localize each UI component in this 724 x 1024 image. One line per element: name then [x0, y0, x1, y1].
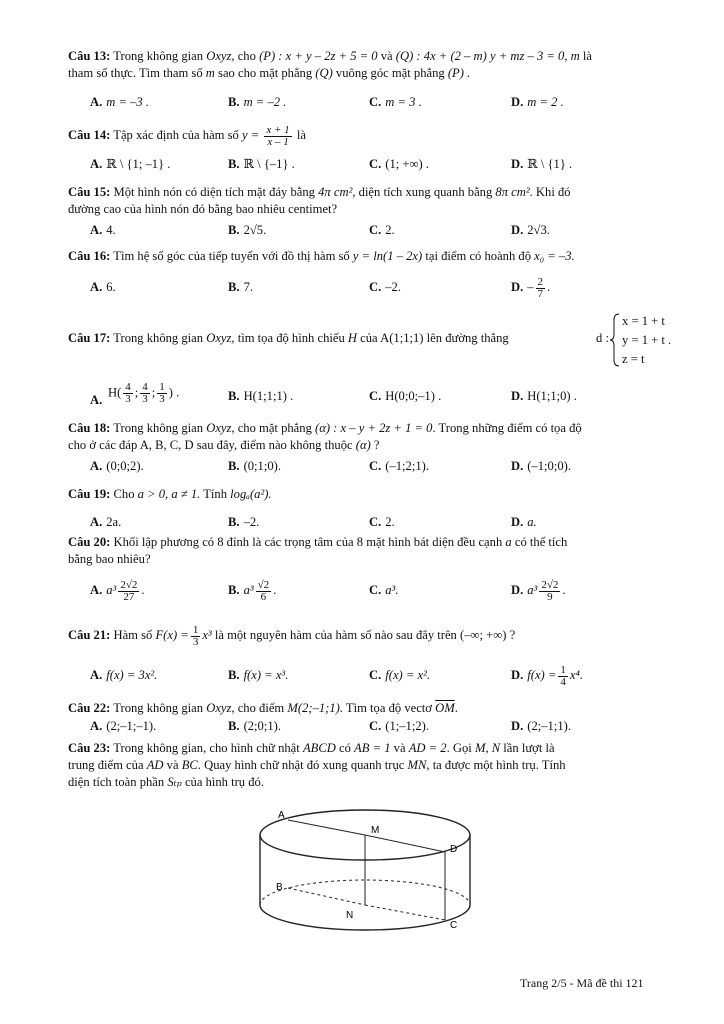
question-label: Câu 22:	[68, 701, 111, 715]
option-d[interactable]: D. – $\frac{2}{7}$ .	[511, 275, 551, 300]
question-label: Câu 14:	[68, 128, 111, 142]
option-c[interactable]: C. 2.	[369, 223, 395, 237]
question-13: Câu 13: Trong không gian Oxyz, cho (P) : x + y – 2z + 5 = 0 và (Q) : 4x + (2 – m) y + mz – 3 = 0, m là tham số thực. Tìm tham số m sao cho mặt phẳng (Q) vuông góc mặt phẳng (P) . A. m = –3 . B. m = –2 . C. m = 3 . D. m = 2 .	[68, 48, 668, 82]
question-label: Câu 20:	[68, 535, 111, 549]
question-23: Câu 23: Trong không gian, cho hình chữ nhật ABCD có AB = 1 và AD = 2. Gọi M, N lần lượt là trung điểm của AD và BC. Quay hình chữ nhật đó xung quanh trục MN, ta được một hình trụ. Tính diện tích toàn phần Sₜₚ của hình trụ đó.	[68, 741, 566, 789]
edge-am	[288, 820, 365, 835]
option-b[interactable]: B. 7.	[228, 280, 254, 294]
question-label: Câu 13:	[68, 49, 111, 63]
option-b[interactable]: B. m = –2 .	[228, 95, 287, 109]
bottom-front-arc	[260, 905, 470, 930]
question-21: Câu 21: Hàm số F(x) = $\frac{1}{3}$ x³ là một nguyên hàm của hàm số nào sau đây trên (–∞; +∞) ? A. f(x) = 3x². B. f(x) = x³. C. f(x) = x². D. f(x) = $\frac{1}{4}$ x⁴.	[68, 618, 668, 652]
function-fraction: $\frac{x + 1}{x - 1}$	[266, 123, 290, 148]
options-row	[68, 658, 668, 692]
option-b[interactable]: B. f(x) = x³.	[228, 668, 289, 682]
plane-p: (P) : x + y – 2z + 5 = 0	[259, 49, 378, 63]
option-b[interactable]: B. ℝ \ {–1} .	[228, 157, 295, 171]
option-c[interactable]: C. –2.	[369, 280, 401, 294]
page-footer: Trang 2/5 - Mã đề thi 121	[520, 976, 644, 990]
system-brace	[610, 312, 620, 368]
edge-nc	[365, 905, 445, 920]
line-d: d :	[596, 331, 609, 345]
option-d[interactable]: D. ℝ \ {1} .	[511, 157, 573, 171]
question-label: Câu 19:	[68, 487, 111, 501]
plane-q: (Q) : 4x + (2 – m) y + mz – 3 = 0, m	[395, 49, 580, 63]
label-d: D	[450, 844, 458, 855]
options-row	[68, 380, 668, 414]
option-b[interactable]: B. (0;1;0).	[228, 459, 281, 473]
question-16: Câu 16: Tìm hệ số góc của tiếp tuyến với đồ thị hàm số y = ln(1 – 2x) tại điểm có hoành độ x₀ = –3. A. 6. B. 7. C. –2. D. – $\frac{2}{7}$ .	[68, 248, 668, 265]
option-c[interactable]: C. m = 3 .	[369, 95, 422, 109]
option-c[interactable]: C. 2.	[369, 515, 395, 529]
question-18: Câu 18: Trong không gian Oxyz, cho mặt phẳng (α) : x – y + 2z + 1 = 0. Trong những điểm có tọa độ cho ở các đáp A, B, C, D sau đây, điểm nào không thuộc (α) ? A. (0;0;2). B. (0;1;0). C. (–1;2;1). D. (–1;0;0).	[68, 420, 668, 454]
options-row	[68, 514, 668, 532]
question-label: Câu 21:	[68, 628, 111, 642]
option-d[interactable]: D. 2√3.	[511, 223, 550, 237]
cylinder-figure	[240, 800, 490, 945]
edge-md	[365, 835, 445, 852]
label-a: A	[278, 810, 285, 821]
option-a[interactable]: A. f(x) = 3x².	[90, 668, 158, 682]
option-a[interactable]: A. ℝ \ {1; –1} .	[90, 157, 171, 171]
vector-om: $\overline{OM}$	[435, 701, 455, 715]
exam-page: Câu 13: Trong không gian Oxyz, cho (P) : x + y – 2z + 5 = 0 và (Q) : 4x + (2 – m) y + mz – 3 = 0, m là tham số thực. Tìm tham số m sao cho mặt phẳng (Q) vuông góc mặt phẳng (P) . A. m = –3 . B. m = –2 . C. m = 3 . D. m = 2 . Câu 14: Tập xác định của hàm số y = $\frac{x + 1}{x - 1}$ là A. ℝ \ {1; –1} . B. ℝ \ {–1} . C. (1; +∞) . D. ℝ \ {1} . Câu 15: Một hình nón có diện tích mặt đáy bằng 4π cm², diện tích xung quanh bằng 8π cm². Khi đó đường cao của hình nón đó bằng bao nhiêu centimet? A. 4. B. 2√5. C. 2. D. 2√3. Câu 16: Tìm hệ số góc của tiếp tuyến với đồ thị hàm số y = ln(1 – 2x) tại điểm có hoành độ x₀ = –3. A. 6. B. 7. C. –2. D. – $\frac{2}{7}$ . Câu 17: Trong không gian Oxyz, tìm tọa độ hình chiếu H của A(1;1;1) lên đường thẳng d : x = 1 + t y = 1 + t . z = t A. H( $\frac{4}{3}$ ; $\frac{4}{3}$ ; $\frac{1}{3}$ ) . B. H(1;1;1) . C. H(0;0;–1) . D. H(1;1;0) . Câu 18: Trong không gian Oxyz, cho mặt phẳng (α) : x – y + 2z + 1 = 0. Trong những điểm có tọa độ cho ở các đáp A, B, C, D sau đây, điểm nào không thuộc (α) ? A. (0;0;2). B. (0;1;0). C. (–1;2;1). D. (–1;0;0). Câu 19: Cho a > 0, a ≠ 1. Tính logₐ(a²). A. 2a. B. –2. C. 2. D. a. Câu 20: Khối lập phương có 8 đỉnh là các trọng tâm của 8 mặt hình bát diện đều cạnh a có thể tích bằng bao nhiêu? A. a³ $\frac{2√2}{27}$ . B. a³ $\frac{√2}{6}$ . C. a³. D. a³ $\frac{2√2}{9}$ . Câu 21: Hàm số F(x) = $\frac{1}{3}$ x³ là một nguyên hàm của hàm số nào sau đây trên (–∞; +∞) ? A. f(x) = 3x². B. f(x) = x³. C. f(x) = x². D. f(x) = $\frac{1}{4}$ x⁴. Câu 22: Trong không gian Oxyz, cho điểm M(2;–1;1). Tìm tọa độ vectơ $\overline{OM}$. A. (2;–1;–1). B. (2;0;1). C. (1;–1;2). D. (2;–1;1). Câu 23: Trong không gian, cho hình chữ nhật ABCD có AB = 1 và AD = 2. Gọi M, N lần lượt là trung điểm của AD và BC. Quay hình chữ nhật đó xung quanh trục MN, ta được một hình trụ. Tính diện tích toàn phần Sₜₚ của hình trụ đó. A M D B N C Trang 2/5 - Mã đề thi 121	[68, 49, 672, 990]
option-b[interactable]: B. 2√5.	[228, 223, 267, 237]
option-d[interactable]: D. H(1;1;0) .	[511, 389, 577, 403]
options-row	[68, 718, 668, 736]
option-b[interactable]: B. H(1;1;1) .	[228, 389, 294, 403]
line-system: x = 1 + t y = 1 + t . z = t	[622, 314, 672, 366]
option-c[interactable]: C. H(0;0;–1) .	[369, 389, 442, 403]
option-c[interactable]: C. a³.	[369, 583, 399, 597]
label-m: M	[371, 825, 380, 836]
option-a[interactable]: A. a³ $\frac{2√2}{27}$ .	[90, 578, 145, 603]
label-n: N	[346, 910, 354, 921]
option-a[interactable]: A. 2a.	[90, 515, 122, 529]
option-d[interactable]: D. m = 2 .	[511, 95, 564, 109]
question-label: Câu 17:	[68, 331, 111, 345]
label-c: C	[450, 920, 458, 931]
edge-bn	[288, 888, 365, 905]
question-14: Câu 14: Tập xác định của hàm số y = $\frac{x + 1}{x - 1}$ là A. ℝ \ {1; –1} . B. ℝ \ {–1} . C. (1; +∞) . D. ℝ \ {1} .	[68, 120, 668, 150]
question-label: Câu 23:	[68, 741, 111, 755]
question-label: Câu 16:	[68, 249, 111, 263]
question-label: Câu 15:	[68, 185, 111, 199]
option-d[interactable]: D. a.	[511, 515, 537, 529]
option-d[interactable]: D. (–1;0;0).	[511, 459, 571, 473]
option-d[interactable]: D. a³ $\frac{2√2}{9}$ .	[511, 578, 566, 603]
options-row	[68, 94, 668, 112]
option-a-value[interactable]: H( $\frac{4}{3}$ ; $\frac{4}{3}$ ; $\frac{1}{3}$ ) .	[108, 381, 180, 405]
option-d[interactable]: D. (2;–1;1).	[511, 719, 571, 733]
options-row	[68, 156, 668, 174]
question-label: Câu 18:	[68, 421, 111, 435]
option-c[interactable]: C. (1;–1;2).	[369, 719, 429, 733]
option-a[interactable]: A. (2;–1;–1).	[90, 719, 157, 733]
option-b[interactable]: B. –2.	[228, 515, 260, 529]
option-b[interactable]: B. (2;0;1).	[228, 719, 281, 733]
label-b: B	[276, 882, 283, 893]
options-row	[68, 270, 668, 304]
question-20: Câu 20: Khối lập phương có 8 đỉnh là các trọng tâm của 8 mặt hình bát diện đều cạnh a có thể tích bằng bao nhiêu? A. a³ $\frac{2√2}{27}$ . B. a³ $\frac{√2}{6}$ . C. a³. D. a³ $\frac{2√2}{9}$ .	[68, 534, 668, 568]
option-a[interactable]: A. m = –3 .	[90, 95, 150, 109]
option-b[interactable]: B. a³ $\frac{√2}{6}$ .	[228, 578, 277, 603]
option-c[interactable]: C. (1; +∞) .	[369, 157, 429, 171]
option-a[interactable]: A. (0;0;2).	[90, 459, 144, 473]
option-d[interactable]: D. f(x) = $\frac{1}{4}$ x⁴.	[511, 663, 583, 688]
option-a[interactable]: A. 4.	[90, 223, 116, 237]
option-c[interactable]: C. f(x) = x².	[369, 668, 431, 682]
option-a[interactable]: A. 6.	[90, 280, 116, 294]
option-a[interactable]: A.	[90, 393, 103, 407]
question-15: Câu 15: Một hình nón có diện tích mặt đáy bằng 4π cm², diện tích xung quanh bằng 8π cm². Khi đó đường cao của hình nón đó bằng bao nhiêu centimet? A. 4. B. 2√5. C. 2. D. 2√3.	[68, 184, 668, 218]
options-row	[68, 222, 668, 240]
option-c[interactable]: C. (–1;2;1).	[369, 459, 429, 473]
question-19: Câu 19: Cho a > 0, a ≠ 1. Tính logₐ(a²). A. 2a. B. –2. C. 2. D. a.	[68, 484, 668, 504]
options-row	[68, 458, 668, 476]
question-22: Câu 22: Trong không gian Oxyz, cho điểm M(2;–1;1). Tìm tọa độ vectơ $\overline{OM}$. A. (2;–1;–1). B. (2;0;1). C. (1;–1;2). D. (2;–1;1).	[68, 700, 668, 717]
options-row	[68, 572, 668, 608]
